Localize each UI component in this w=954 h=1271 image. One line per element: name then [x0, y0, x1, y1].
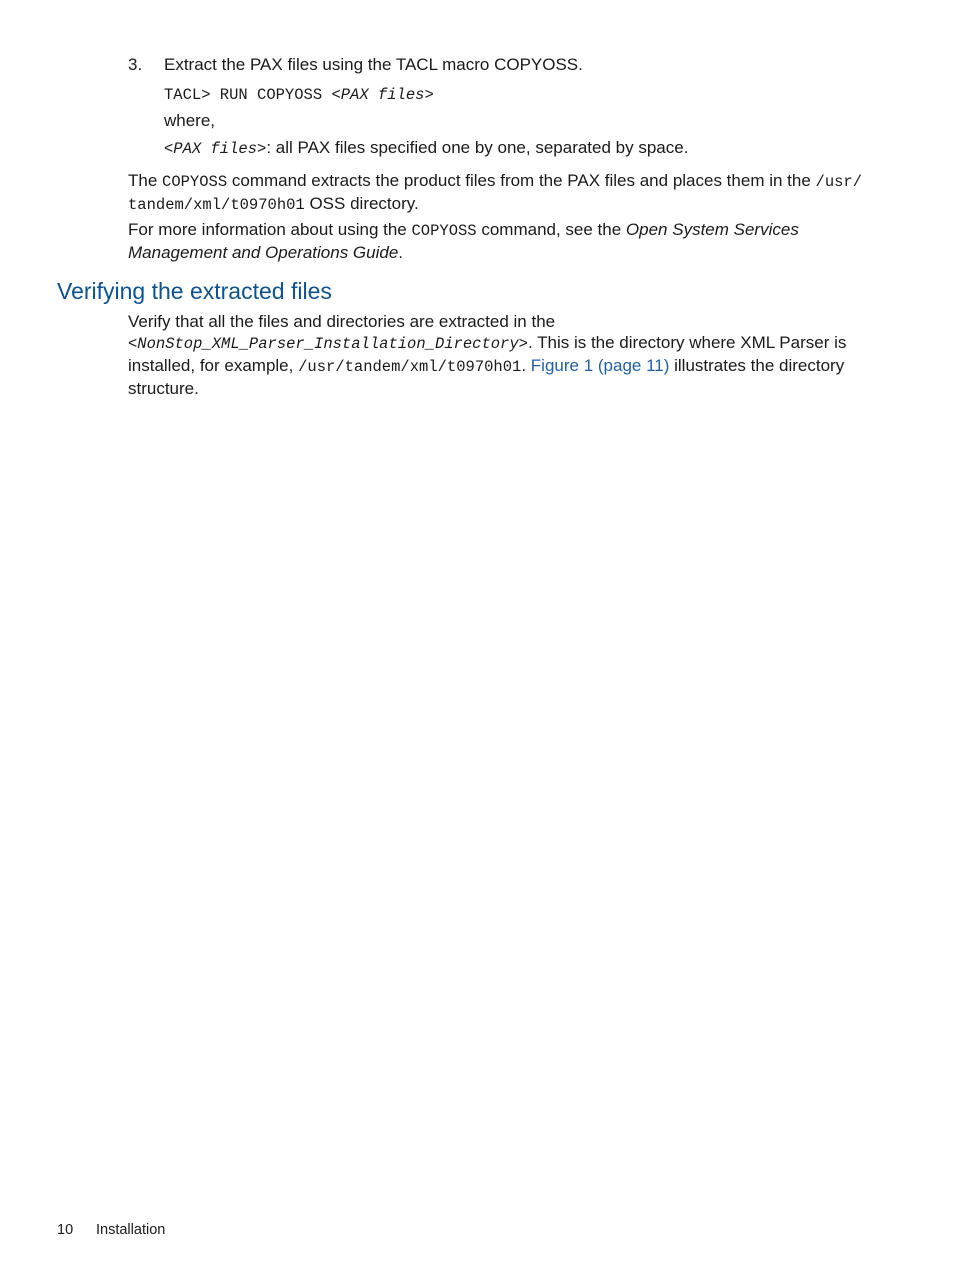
figure-link[interactable]: Figure 1 (page 11) — [530, 356, 670, 375]
copyoss-code: COPYOSS — [411, 222, 477, 240]
pax-files-text: : all PAX files specified one by one, separated by space. — [266, 138, 689, 157]
pax-files-definition — [164, 138, 688, 158]
install-directory-code: <NonStop_XML_Parser_Installation_Directory> — [128, 335, 528, 353]
copyoss-paragraph — [128, 170, 888, 216]
command-arg: <PAX files> — [331, 86, 434, 104]
step-number: 3. — [128, 55, 143, 74]
text-run: . This is the directory where XML Parser is installed, for example, — [128, 333, 847, 375]
text-run: . — [521, 356, 531, 375]
example-path-code: /usr/tandem/xml/t0970h01 — [298, 358, 522, 376]
footer-section: Installation — [96, 1222, 166, 1238]
copyoss-code: COPYOSS — [162, 173, 228, 191]
section-heading: Verifying the extracted files — [57, 278, 332, 304]
command-prefix: TACL> RUN COPYOSS — [164, 86, 332, 104]
guide-title: Open System Services Management and Operations Guide — [128, 220, 799, 262]
text-run: illustrates the directory structure. — [128, 356, 845, 398]
text-run: command, see the — [476, 220, 626, 239]
oss-path-code: /usr/ tandem/xml/t0970h01 — [128, 173, 863, 214]
where-label: where, — [164, 111, 216, 130]
text-run: The — [128, 171, 163, 190]
command-line — [164, 86, 434, 104]
page-number: 10 — [57, 1222, 74, 1238]
text-run: OSS directory. — [304, 194, 419, 213]
text-run: . — [398, 243, 404, 262]
step-text: Extract the PAX files using the TACL macro COPYOSS. — [164, 55, 583, 74]
text-run: command extracts the product files from the PAX files and places them in the — [227, 171, 816, 190]
more-info-paragraph — [128, 219, 888, 263]
pax-files-term: <PAX files> — [164, 140, 267, 158]
text-run: For more information about using the — [128, 220, 412, 239]
text-run: Verify that all the files and directories are extracted in the — [128, 312, 556, 331]
verify-paragraph — [128, 311, 888, 399]
